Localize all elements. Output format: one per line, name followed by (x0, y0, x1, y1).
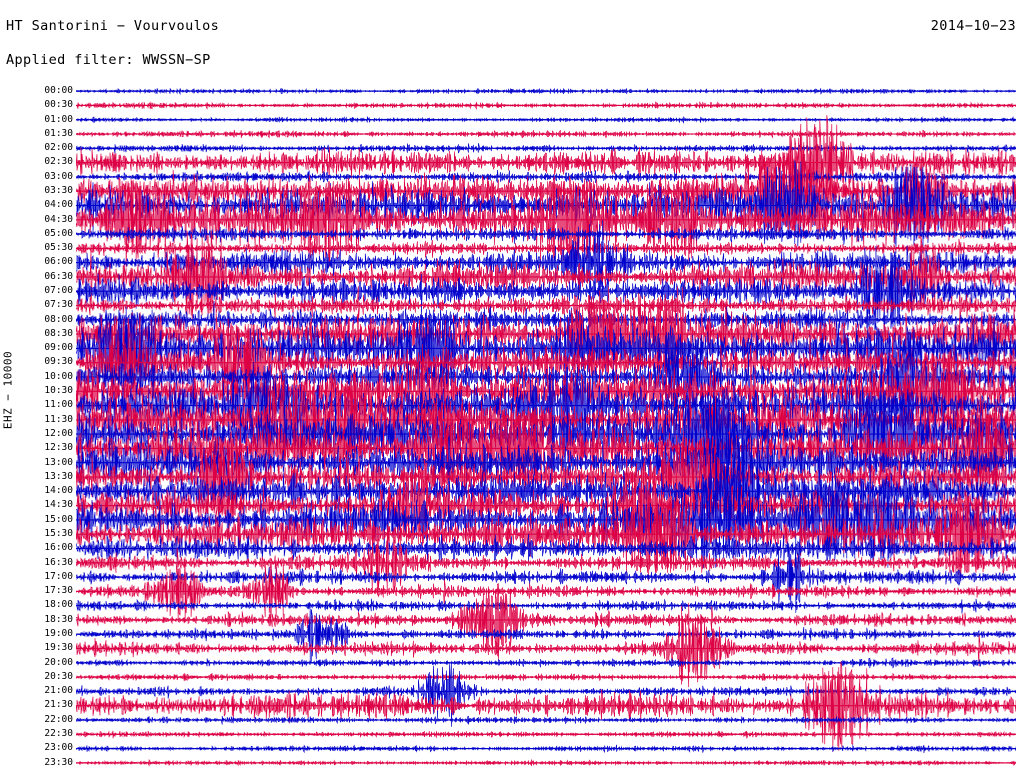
time-tick-label: 07:00 (44, 285, 73, 297)
time-tick-label: 12:30 (44, 442, 73, 454)
page-title: HT Santorini − Vourvoulos (6, 18, 220, 34)
time-tick-label: 11:00 (44, 399, 73, 411)
plot-date: 2014−10−23 (930, 18, 1016, 34)
time-tick-label: 19:30 (44, 642, 73, 654)
time-tick-label: 10:00 (44, 370, 73, 382)
time-tick-label: 13:00 (44, 456, 73, 468)
time-tick-label: 16:30 (44, 556, 73, 568)
trace-canvas (76, 84, 1016, 770)
time-tick-label: 17:00 (44, 570, 73, 582)
time-tick-label: 19:00 (44, 628, 73, 640)
time-tick-label: 06:00 (44, 256, 73, 268)
time-tick-label: 20:00 (44, 656, 73, 668)
time-tick-label: 08:30 (44, 327, 73, 339)
time-tick-label: 11:30 (44, 413, 73, 425)
filter-label: Applied filter: WWSSN−SP (6, 52, 211, 68)
time-tick-label: 15:00 (44, 513, 73, 525)
time-tick-label: 22:30 (44, 728, 73, 740)
time-tick-label: 07:30 (44, 299, 73, 311)
time-tick-label: 00:00 (44, 84, 73, 96)
time-tick-label: 15:30 (44, 527, 73, 539)
time-tick-label: 14:30 (44, 499, 73, 511)
time-tick-label: 03:00 (44, 170, 73, 182)
time-tick-label: 14:00 (44, 485, 73, 497)
time-axis-tick-labels (18, 84, 76, 770)
time-tick-label: 06:30 (44, 270, 73, 282)
time-tick-label: 01:30 (44, 127, 73, 139)
time-tick-label: 13:30 (44, 470, 73, 482)
time-tick-label: 12:00 (44, 427, 73, 439)
time-tick-label: 04:30 (44, 213, 73, 225)
seismogram-traces (76, 84, 1016, 770)
time-tick-label: 17:30 (44, 585, 73, 597)
time-tick-label: 23:00 (44, 742, 73, 754)
time-tick-label: 08:00 (44, 313, 73, 325)
time-tick-label: 05:30 (44, 242, 73, 254)
time-tick-label: 21:30 (44, 699, 73, 711)
time-tick-label: 20:30 (44, 670, 73, 682)
time-tick-label: 18:00 (44, 599, 73, 611)
time-tick-label: 03:30 (44, 184, 73, 196)
time-tick-label: 04:00 (44, 199, 73, 211)
time-tick-label: 22:00 (44, 713, 73, 725)
time-tick-label: 01:00 (44, 113, 73, 125)
time-tick-label: 02:00 (44, 142, 73, 154)
y-axis-label (0, 0, 16, 780)
time-tick-label: 00:30 (44, 99, 73, 111)
time-tick-label: 02:30 (44, 156, 73, 168)
time-tick-label: 09:30 (44, 356, 73, 368)
time-tick-label: 05:00 (44, 227, 73, 239)
time-tick-label: 23:30 (44, 756, 73, 768)
time-tick-label: 09:00 (44, 342, 73, 354)
time-tick-label: 18:30 (44, 613, 73, 625)
y-axis-label-text: EHZ − 10000 (1, 350, 15, 430)
time-tick-label: 16:00 (44, 542, 73, 554)
time-tick-label: 21:00 (44, 685, 73, 697)
time-tick-label: 10:30 (44, 385, 73, 397)
